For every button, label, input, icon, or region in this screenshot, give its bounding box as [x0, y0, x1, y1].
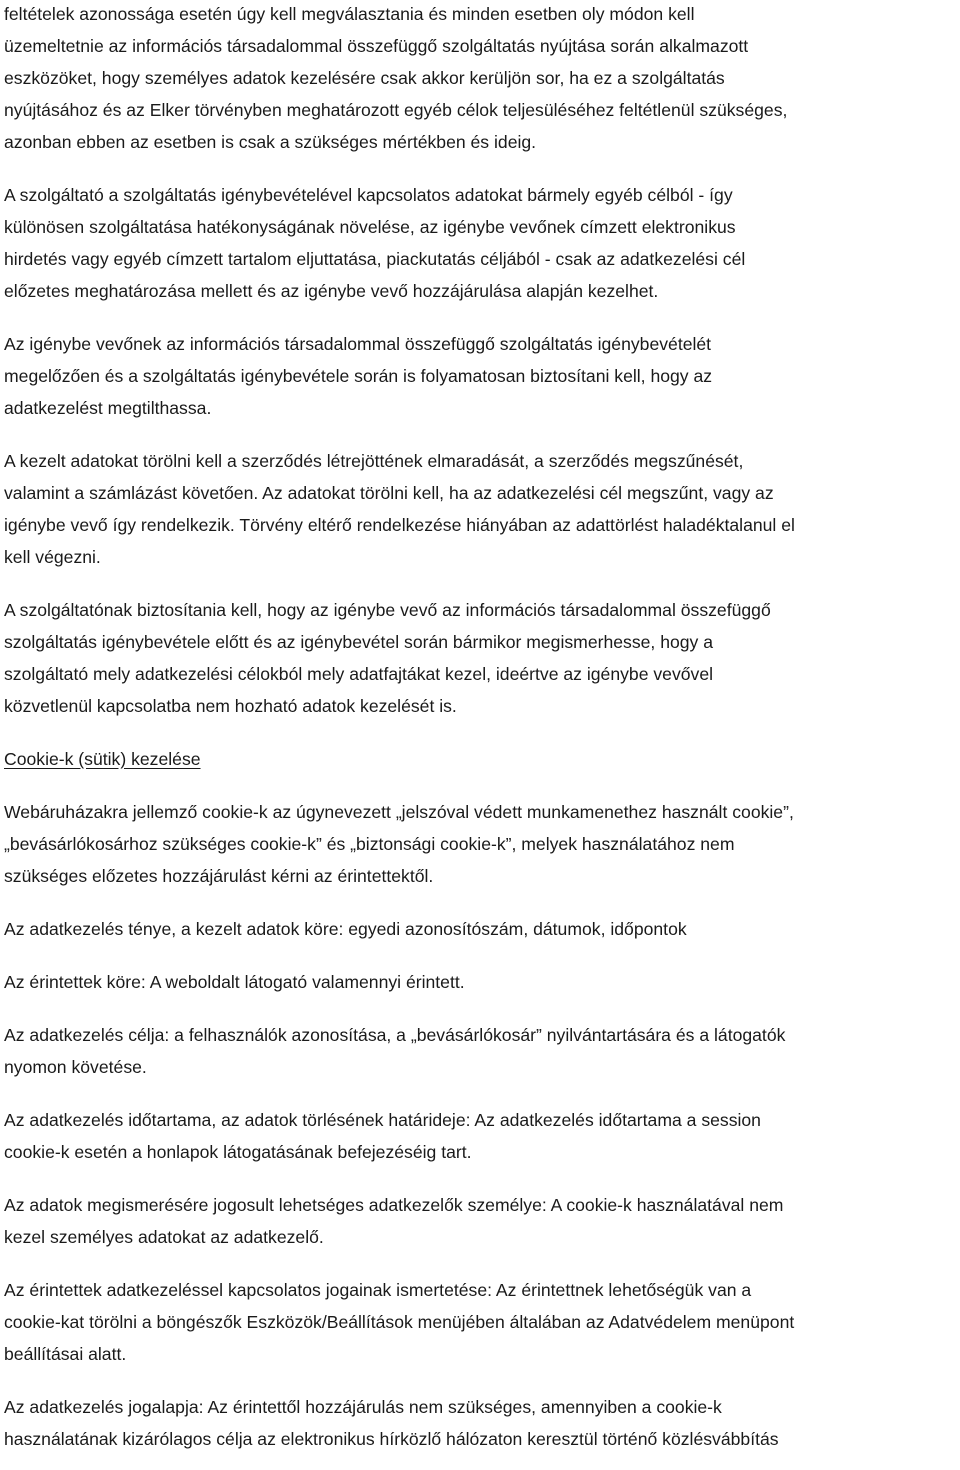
text-line: Az adatkezelés időtartama, az adatok törlésének határideje: Az adatkezelés időtartama a session	[4, 1110, 761, 1130]
section-heading	[4, 743, 954, 775]
text-line: azonban ebben az esetben is csak a szükséges mértékben és ideig.	[4, 132, 537, 152]
paragraph	[4, 913, 954, 945]
paragraph	[4, 1104, 954, 1168]
text-line: Az adatkezelés célja: a felhasználók azonosítása, a „bevásárlókosár” nyilvántartására és a látogatók	[4, 1025, 786, 1045]
paragraph	[4, 445, 954, 573]
text-line: szolgáltatás igénybevétele előtt és az igénybevétel során bármikor megismerhesse, hogy a	[4, 632, 714, 652]
paragraph	[4, 796, 954, 892]
text-line: kell végezni.	[4, 547, 101, 567]
text-line: Az érintettek köre: A weboldalt látogató valamennyi érintett.	[4, 972, 465, 992]
text-line: cookie-kat törölni a böngészők Eszközök/Beállítások menüjében általában az Adatvédelem menüpont	[4, 1312, 795, 1332]
text-line: beállításai alatt.	[4, 1344, 127, 1364]
text-line: nyújtásához és az Elker törvényben meghatározott egyéb célok teljesüléséhez feltétlenül szükséges,	[4, 100, 788, 120]
text-line: Az adatok megismerésére jogosult lehetséges adatkezelők személye: A cookie-k használatával nem	[4, 1195, 784, 1215]
text-line: szükséges előzetes hozzájárulást kérni az érintettektől.	[4, 866, 434, 886]
text-line: igénybe vevő így rendelkezik. Törvény eltérő rendelkezése hiányában az adattörlést haladéktalanul el	[4, 515, 795, 535]
paragraph	[4, 966, 954, 998]
text-line: különösen szolgáltatása hatékonyságának növelése, az igénybe vevőnek címzett elektronikus	[4, 217, 736, 237]
text-line: eszközöket, hogy személyes adatok kezelésére csak akkor kerüljön sor, ha ez a szolgáltatás	[4, 68, 725, 88]
text-line: kezel személyes adatokat az adatkezelő.	[4, 1227, 324, 1247]
text-line: megelőzően és a szolgáltatás igénybevétele során is folyamatosan biztosítani kell, hogy az	[4, 366, 713, 386]
text-line: feltételek azonossága esetén úgy kell megválasztania és minden esetben oly módon kell	[4, 4, 695, 24]
text-line: közvetlenül kapcsolatba nem hozható adatok kezelését is.	[4, 696, 457, 716]
paragraph	[4, 594, 954, 722]
paragraph	[4, 0, 954, 158]
paragraph	[4, 1189, 954, 1253]
text-line: valamint a számlázást követően. Az adatokat törölni kell, ha az adatkezelési cél megszűnt, vagy az	[4, 483, 774, 503]
text-line: Cookie-k (sütik) kezelése	[4, 749, 201, 769]
paragraph	[4, 1019, 954, 1083]
text-line: előzetes meghatározása mellett és az igénybe vevő hozzájárulása alapján kezelhet.	[4, 281, 659, 301]
text-line: „bevásárlókosárhoz szükséges cookie-k” és „biztonsági cookie-k”, melyek használatához nem	[4, 834, 735, 854]
document-page	[4, 0, 954, 1455]
text-line: Az érintettek adatkezeléssel kapcsolatos jogainak ismertetése: Az érintettnek lehetőségük van a	[4, 1280, 752, 1300]
text-line: hirdetés vagy egyéb címzett tartalom eljuttatása, piackutatás céljából - csak az adatkezelési cél	[4, 249, 746, 269]
text-line: cookie-k esetén a honlapok látogatásának befejezéséig tart.	[4, 1142, 472, 1162]
text-line: szolgáltató mely adatkezelési célokból mely adatfajtákat kezel, ideértve az igénybe vevővel	[4, 664, 714, 684]
text-line: üzemeltetnie az információs társadalommal összefüggő szolgáltatás nyújtása során alkalmazott	[4, 36, 749, 56]
paragraph	[4, 1274, 954, 1370]
paragraph	[4, 179, 954, 307]
text-line: Az igénybe vevőnek az információs társadalommal összefüggő szolgáltatás igénybevételét	[4, 334, 712, 354]
text-line: A kezelt adatokat törölni kell a szerződés létrejöttének elmaradását, a szerződés megszűnését,	[4, 451, 744, 471]
text-line: Az adatkezelés jogalapja: Az érintettől hozzájárulás nem szükséges, amennyiben a cookie-k	[4, 1397, 722, 1417]
paragraph	[4, 328, 954, 424]
text-line: használatának kizárólagos célja az elektronikus hírközlő hálózaton keresztül történő közlésvábbítás	[4, 1429, 779, 1449]
text-line: nyomon követése.	[4, 1057, 147, 1077]
text-line: Az adatkezelés ténye, a kezelt adatok köre: egyedi azonosítószám, dátumok, időpontok	[4, 919, 687, 939]
text-line: A szolgáltató a szolgáltatás igénybevételével kapcsolatos adatokat bármely egyéb célból - így	[4, 185, 733, 205]
text-line: adatkezelést megtilthassa.	[4, 398, 212, 418]
paragraph	[4, 1391, 954, 1455]
text-line: A szolgáltatónak biztosítania kell, hogy az igénybe vevő az információs társadalommal összefüggő	[4, 600, 771, 620]
text-line: Webáruházakra jellemző cookie-k az úgynevezett „jelszóval védett munkamenethez használt cookie”,	[4, 802, 794, 822]
